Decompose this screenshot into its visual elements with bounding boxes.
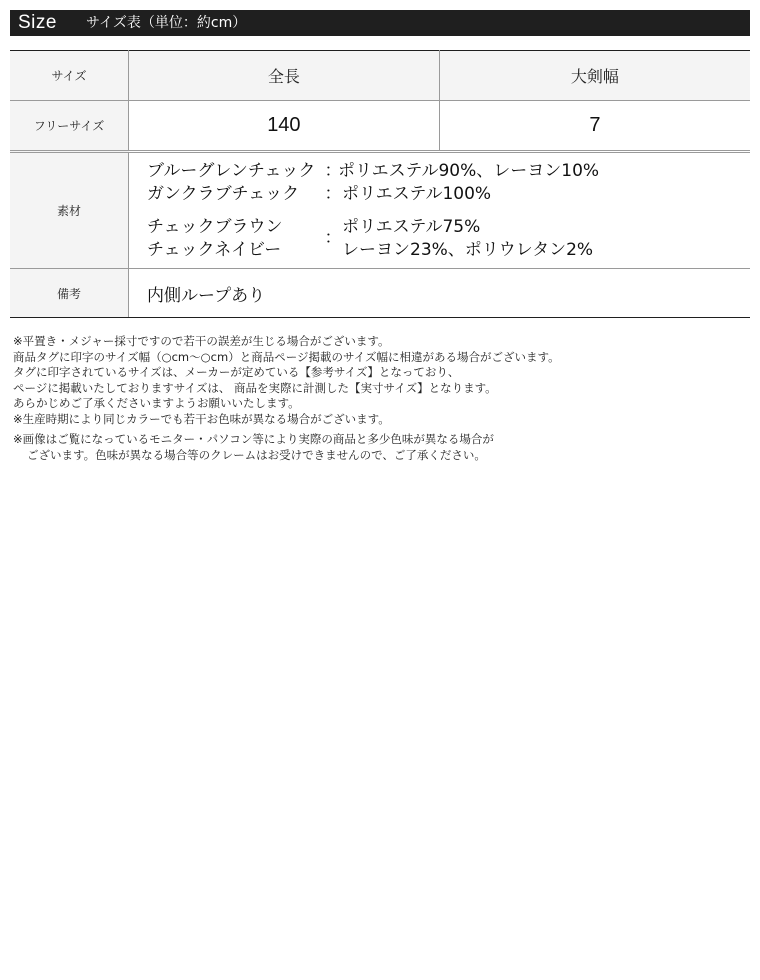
notes-section (13, 334, 743, 463)
material-label: 素材 (10, 152, 129, 269)
material-name-gun-club-check: ガンクラブチェック (147, 183, 300, 204)
material-composition-line-1: ポリエステル75% (342, 216, 481, 237)
material-colon: ： (324, 183, 342, 204)
blade-width-value: 7 (439, 101, 750, 152)
material-cell (129, 152, 751, 269)
material-composition-gun-club-check: ポリエステル100% (342, 183, 492, 204)
size-row-label: フリーサイズ (10, 101, 129, 152)
material-name-blue-glen-check: ブルーグレンチェック (147, 160, 316, 181)
remarks-value: 内側ループあり (129, 269, 751, 318)
size-table (10, 50, 750, 318)
material-composition-blue-glen-check: ポリエステル90%、レーヨン10% (338, 160, 600, 181)
material-name-check-brown: チェックブラウン (147, 216, 283, 237)
note-line: ページに掲載いたしておりますサイズは、 商品を実際に計測した【実寸サイズ】となります。 (13, 380, 497, 395)
note-line: タグに印字されているサイズは、メーカーが定めている【参考サイズ】となっており、 (13, 365, 460, 379)
size-heading: Size (18, 12, 57, 33)
note-line: ございます。色味が異なる場合等のクレームはお受けできませんので、ご了承ください。 (27, 447, 486, 462)
column-header-blade-width: 大剣幅 (439, 51, 750, 101)
material-list (147, 160, 750, 262)
note-line: ※平置き・メジャー採寸ですので若干の誤差が生じる場合がございます。 (13, 334, 390, 348)
size-label-header: サイズ (10, 51, 129, 101)
material-colon: ： (324, 228, 342, 248)
size-chart-subtitle: サイズ表（単位：約cm） (86, 15, 247, 31)
length-value: 140 (129, 101, 440, 152)
column-header-length: 全長 (129, 51, 440, 101)
note-line: ※生産時期により同じカラーでも若干お色味が異なる場合がございます。 (13, 411, 390, 426)
note-line: あらかじめご了承くださいますようお願いいたします。 (13, 396, 300, 410)
note-line: ※画像はご覧になっているモニター・パソコン等により実際の商品と多少色味が異なる場合が (13, 432, 494, 446)
material-colon: ： (324, 160, 342, 181)
material-name-check-navy: チェックネイビー (147, 239, 282, 260)
material-composition-line-2: レーヨン23%、ポリウレタン2% (342, 239, 594, 260)
note-line: 商品タグに印字のサイズ幅（○cm～○cm）と商品ページ掲載のサイズ幅に相違がある場合がございます。 (13, 349, 560, 364)
remarks-label: 備考 (10, 269, 129, 318)
size-chart-header (10, 10, 750, 36)
